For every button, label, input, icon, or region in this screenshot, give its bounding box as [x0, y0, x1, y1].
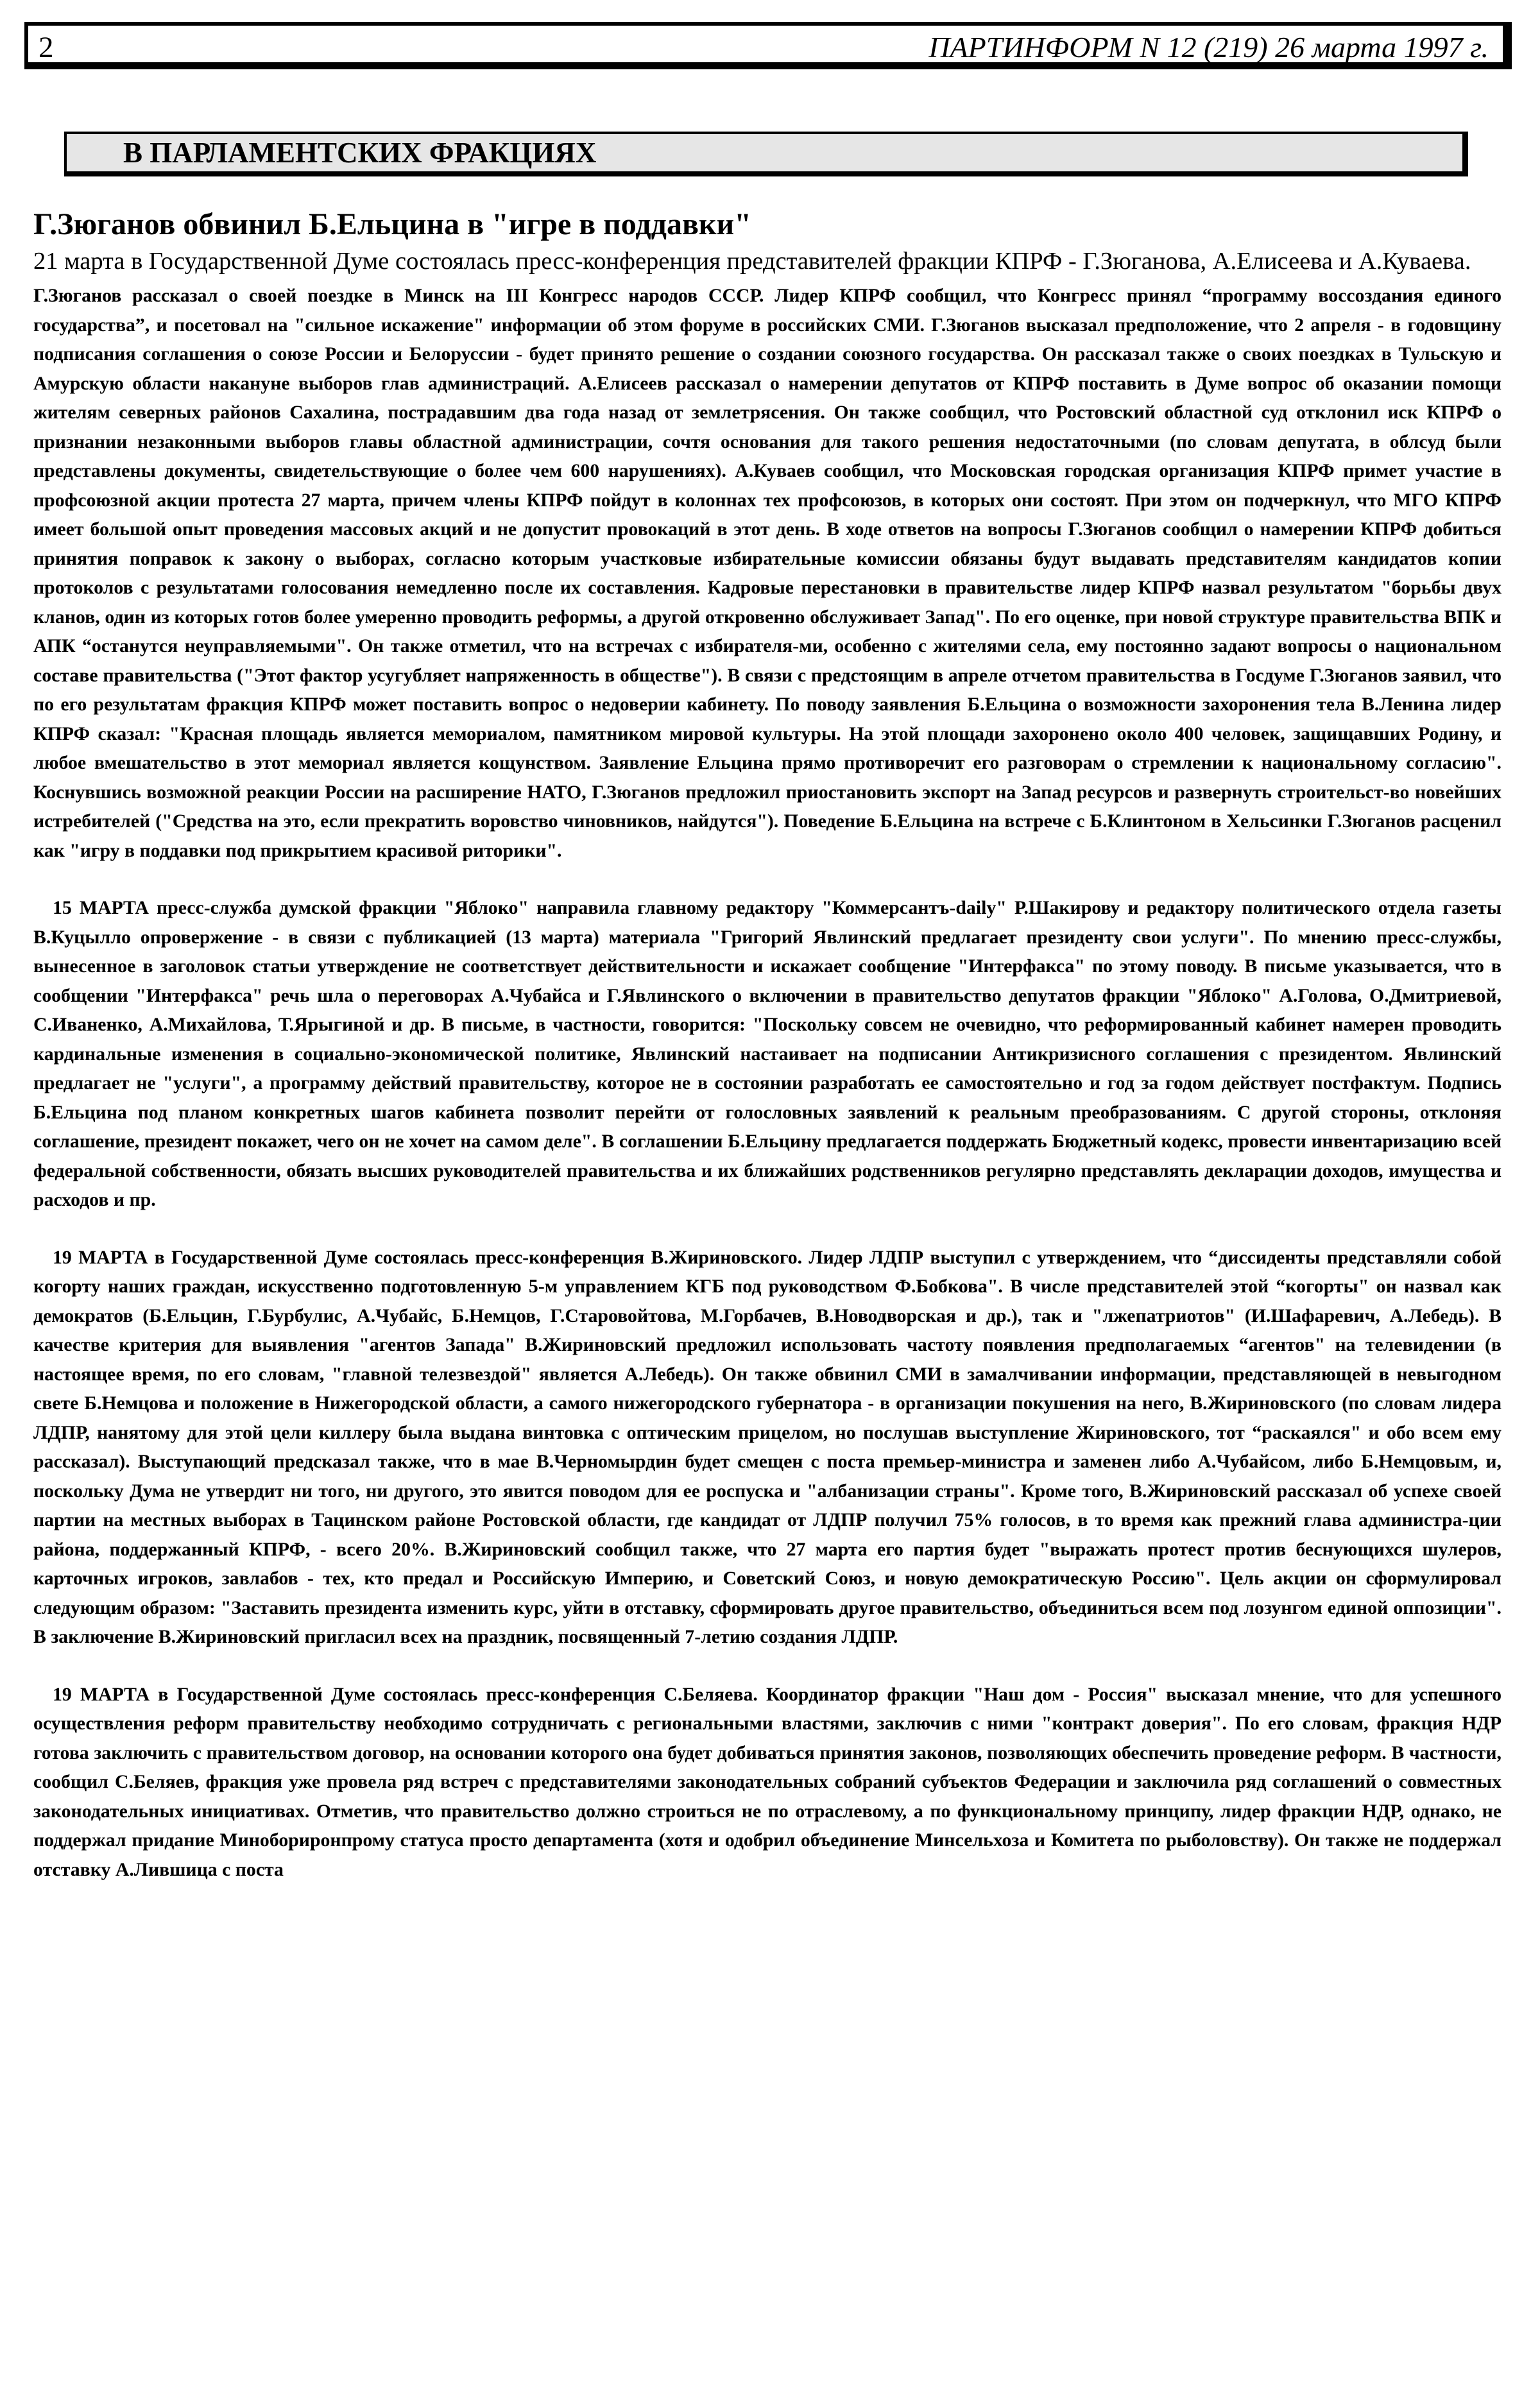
page-number: 2: [38, 31, 54, 64]
paragraph-yabloko: 15 МАРТА пресс-служба думской фракции "Яблоко" направила главному редактору "Коммерсантъ-daily" Р.Шакирову и редактору политического отдела газеты В.Куцылло опровержение - в связи с публикацией (13 марта) материала "Григорий Явлинский предлагает президенту свои услуги". По мнению пресс-службы, вынесенное в заголовок статьи утверждение не соответствует действительности и искажает сообщение "Интерфакса" по этому поводу. В письме указывается, что в сообщении "Интерфакса" речь шла о переговорах А.Чубайса и Г.Явлинского о включении в правительство депутатов фракции "Яблоко" А.Голова, О.Дмитриевой, С.Иваненко, А.Михайлова, Т.Ярыгиной и др. В письме, в частности, говорится: "Поскольку совсем не очевидно, что реформированный кабинет намерен проводить кардинальные изменения в социально-экономической политике, Явлинский настаивает на подписании Антикризисного соглашения с президентом. Явлинский предлагает не "услуги", а программу действий правительству, которое не в состоянии разработать ее самостоятельно и год за годом действует постфактум. Подпись Б.Ельцина под планом конкретных шагов кабинета позволит перейти от голословных заявлений к реальным преобразованиям. С другой стороны, отклоняя соглашение, президент покажет, чего он не хочет на самом деле". В соглашении Б.Ельцину предлагается поддержать Бюджетный кодекс, провести инвентаризацию всей федеральной собственности, обязать высших руководителей правительства и их ближайших родственников регулярно представлять декларации доходов, имущества и расходов и пр.: [33, 897, 1502, 1210]
article-title: Г.Зюганов обвинил Б.Ельцина в "игре в поддавки": [33, 207, 751, 241]
page-header: [24, 22, 1512, 69]
section-banner: В ПАРЛАМЕНТСКИХ ФРАКЦИЯХ: [64, 132, 1468, 176]
article-lead: 21 марта в Государственной Думе состоялась пресс-конференция представителей фракции КПРФ - Г.Зюганова, А.Елисеева и А.Куваева.: [33, 248, 1471, 275]
article-body: [33, 207, 1502, 1884]
issue-info: ПАРТИНФОРМ N 12 (219) 26 марта 1997 г.: [928, 31, 1489, 64]
paragraph-zhirinovsky: 19 МАРТА в Государственной Думе состоялась пресс-конференция В.Жириновского. Лидер ЛДПР выступил с утверждением, что “диссиденты представляли собой когорту наших граждан, искусственно подготовленную 5-м управлением КГБ под руководством Ф.Бобкова". В числе представителей этой “когорты" он назвал как демократов (Б.Ельцин, Г.Бурбулис, А.Чубайс, Б.Немцов, Г.Старовойтова, М.Горбачев, В.Новодворская и др.), так и "лжепатриотов" (И.Шафаревич, А.Лебедь). В качестве критерия для выявления "агентов Запада" В.Жириновский предложил использовать частоту появления предполагаемых “агентов" на телевидении (в настоящее время, по его словам, "главной телезвездой" является А.Лебедь). Он также обвинил СМИ в замалчивании информации, представляющей в невыгодном свете Б.Немцова и положение в Нижегородской области, а самого нижегородского губернатора - в организации покушения на него, В.Жириновского (по словам лидера ЛДПР, нанятому для этой цели киллеру была выдана винтовка с оптическим прицелом, но послушав выступление Жириновского, тот “раскаялся" и обо всем ему рассказал). Выступающий предсказал также, что в мае В.Черномырдин будет смещен с поста премьер-министра и заменен либо А.Чубайсом, либо Б.Немцовым, и, поскольку Дума не утвердит ни того, ни другого, это явится поводом для ее роспуска и "албанизации страны". Кроме того, В.Жириновский рассказал об успехе своей партии на местных выборах в Тацинском районе Ростовской области, где кандидат от ЛДПР получил 75% голосов, в то время как прежний глава администра-ции района, поддержанный КПРФ, - всего 20%. В.Жириновский сообщил также, что 27 марта его партия будет "выражать протест против беснующихся шулеров, карточных игроков, завлабов - тех, кто предал и Российскую Империю, и Советский Союз, и новую демократическую Россию". Цель акции он сформулировал следующим образом: "Заставить президента изменить курс, уйти в отставку, сформировать другое правительство, объединиться всем под лозунгом единой оппозиции". В заключение В.Жириновский пригласил всех на праздник, посвященный 7-летию создания ЛДПР.: [33, 1246, 1502, 1647]
paragraph-belyaev: 19 МАРТА в Государственной Думе состоялась пресс-конференция С.Беляева. Координатор фракции "Наш дом - Россия" высказал мнение, что для успешного осуществления реформ правительству необходимо сотрудничать с региональными властями, заключив с ними "контракт доверия". По его словам, фракция НДР готова заключить с правительством договор, на основании которого она будет добиваться принятия законов, позволяющих обеспечить проведение реформ. В частности, сообщил С.Беляев, фракция уже провела ряд встреч с представителями законодательных собраний субъектов Федерации и заключила ряд соглашений о совместных законодательных инициативах. Отметив, что правительство должно строиться не по отраслевому, а по функциональному принципу, лидер фракции НДР, однако, не поддержал придание Минобориронпрому статуса просто департамента (хотя и одобрил объединение Минсельхоза и Комитета по рыболовству). Он также не поддержал отставку А.Лившица с поста: [33, 1683, 1502, 1880]
paragraph-zyuganov: Г.Зюганов рассказал о своей поездке в Минск на III Конгресс народов СССР. Лидер КПРФ сообщил, что Конгресс принял “программу воссоздания единого государства”, и посетовал на "сильное искажение" информации об этом форуме в российских СМИ. Г.Зюганов высказал предположение, что 2 апреля - в годовщину подписания соглашения о союзе России и Белоруссии - будет принято решение о создании союзного государства. Он рассказал также о своих поездках в Тульскую и Амурскую области накануне выборов глав администраций. А.Елисеев рассказал о намерении депутатов от КПРФ поставить в Думе вопрос об оказании помощи жителям северных районов Сахалина, пострадавшим два года назад от землетрясения. Он также сообщил, что Ростовский областной суд отклонил иск КПРФ о признании незаконными выборов главы областной администрации, сочтя основания для такого решения недостаточными (по словам депутата, в облсуд были представлены документы, свидетельствующие о более чем 600 нарушениях). А.Куваев сообщил, что Московская городская организация КПРФ примет участие в профсоюзной акции протеста 27 марта, причем члены КПРФ пойдут в колоннах тех профсоюзов, в которых они состоят. При этом он подчеркнул, что МГО КПРФ имеет большой опыт проведения массовых акций и не допустит провокаций в этот день. В ходе ответов на вопросы Г.Зюганов сообщил о намерении КПРФ добиться принятия поправок к закону о выборах, согласно которым участковые избирательные комиссии обязаны будут выдавать представителям кандидатов копии протоколов с результатами голосования немедленно после их составления. Кадровые перестановки в правительстве лидер КПРФ назвал результатом "борьбы двух кланов, один из которых готов более умеренно проводить реформы, а другой откровенно обслуживает Запад". По его оценке, при новой структуре правительства ВПК и АПК “останутся неуправляемыми". Он также отметил, что на встречах с избирателя-ми, особенно с жителями села, ему постоянно задают вопросы о национальном составе правительства ("Этот фактор усугубляет напряженность в обществе"). В связи с предстоящим в апреле отчетом правительства в Госдуме Г.Зюганов заявил, что по его результатам фракция КПРФ может поставить вопрос о недоверии кабинету. По поводу заявления Б.Ельцина о возможности захоронения тела В.Ленина лидер КПРФ сказал: "Красная площадь является мемориалом, памятником мировой культуры. На этой площади захоронено около 400 человек, защищавших Родину, и любое вмешательство в этот мемориал является кощунством. Заявление Ельцина прямо противоречит его разговорам о стремлении к национальному согласию". Коснувшись возможной реакции России на расширение НАТО, Г.Зюганов предложил приостановить экспорт на Запад ресурсов и развернуть строительст-во новейших истребителей ("Средства на это, если прекратить воровство чиновников, найдутся"). Поведение Б.Ельцина на встрече с Б.Клинтоном в Хельсинки Г.Зюганов расценил как "игру в поддавки под прикрытием красивой риторики".: [33, 285, 1502, 861]
